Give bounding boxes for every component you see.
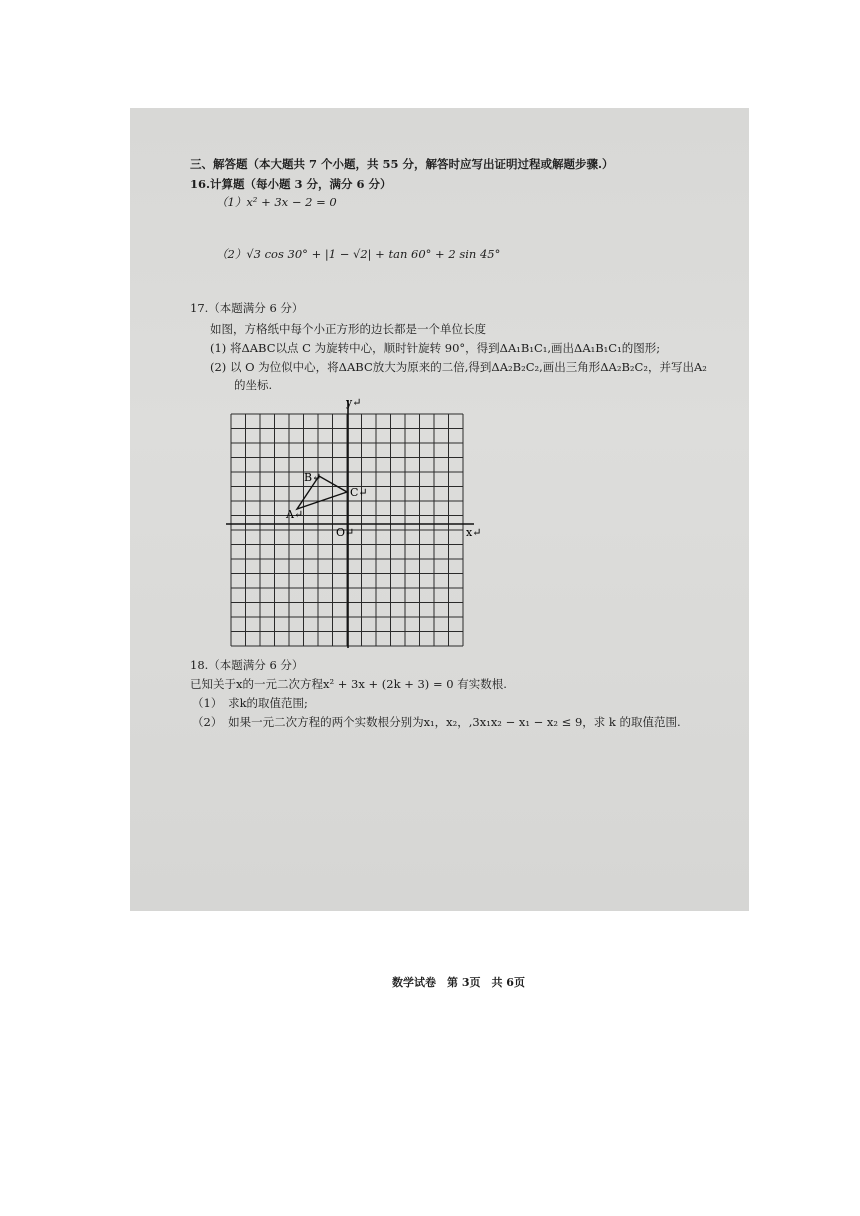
point-b-label: B↵ bbox=[304, 471, 322, 484]
x-axis-label: x↵ bbox=[466, 526, 482, 539]
q18-intro: 已知关于x的一元二次方程x² + 3x + (2k + 3) = 0 有实数根. bbox=[190, 677, 507, 691]
page-footer: 数学试卷 第 3页 共 6页 bbox=[392, 976, 525, 989]
point-a-label: A↵ bbox=[286, 508, 304, 521]
section-header: 三、解答题（本大题共 7 个小题，共 55 分，解答时应写出证明过程或解题步骤.） bbox=[190, 157, 614, 171]
q18-part1: （1） 求k的取值范围; bbox=[192, 696, 308, 710]
q18-title: 18.（本题满分 6 分） bbox=[190, 658, 304, 672]
grid-svg bbox=[226, 396, 486, 648]
q17-intro: 如图，方格纸中每个小正方形的边长都是一个单位长度 bbox=[210, 322, 486, 336]
y-axis-label: y↵ bbox=[346, 396, 362, 409]
point-c-label: C↵ bbox=[350, 486, 368, 499]
origin-label: O↵ bbox=[336, 526, 355, 539]
coordinate-grid bbox=[226, 396, 486, 648]
q18-part2: （2） 如果一元二次方程的两个实数根分别为x₁，x₂，,3x₁x₂ − x₁ − x₂ ≤ 9，求 k 的取值范围. bbox=[192, 715, 681, 729]
q17-title: 17.（本题满分 6 分） bbox=[190, 301, 304, 315]
q17-part1: (1) 将ΔABC以点 C 为旋转中心，顺时针旋转 90°，得到ΔA₁B₁C₁,画出ΔA₁B₁C₁的图形; bbox=[210, 341, 661, 355]
q16-title: 16.计算题（每小题 3 分，满分 6 分） bbox=[190, 177, 392, 191]
q17-part2-line2: 的坐标. bbox=[234, 378, 273, 392]
q16-part2: （2）√3 cos 30° + |1 − √2| + tan 60° + 2 sin 45° bbox=[216, 247, 501, 261]
q16-part1: （1）x² + 3x − 2 = 0 bbox=[216, 195, 337, 209]
q17-part2-line1: (2) 以 O 为位似中心，将ΔABC放大为原来的二倍,得到ΔA₂B₂C₂,画出三角形ΔA₂B₂C₂，并写出A₂ bbox=[210, 360, 707, 374]
